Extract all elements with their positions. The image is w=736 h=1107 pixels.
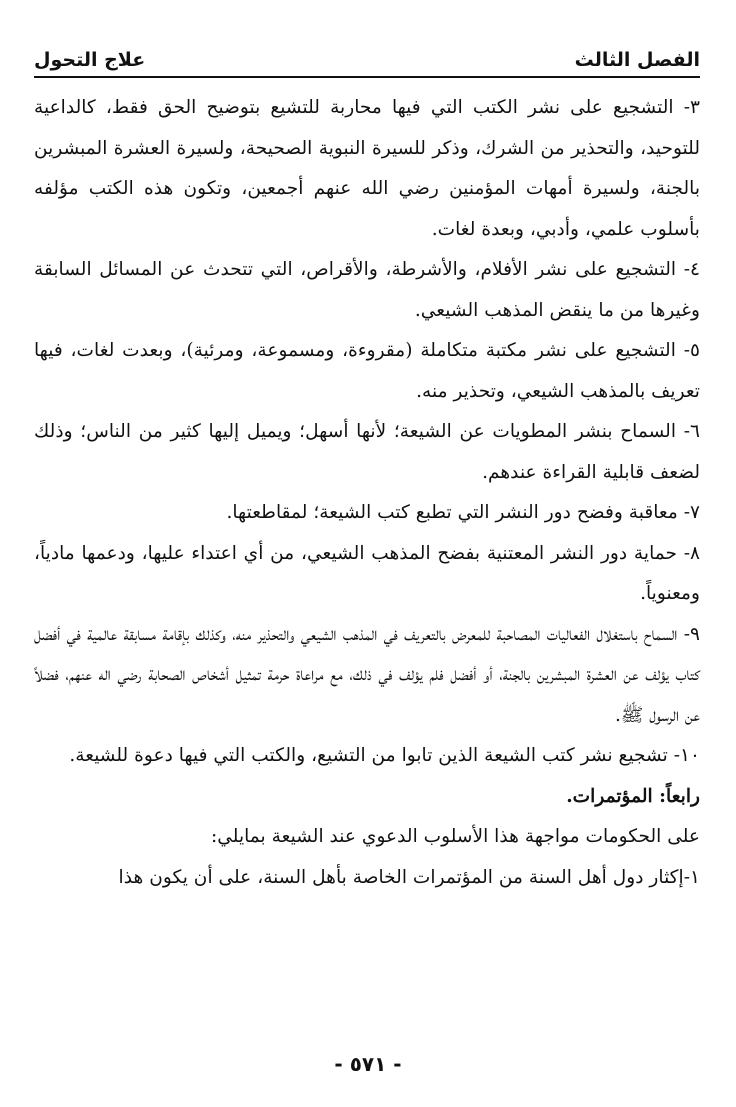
chapter-title: الفصل الثالث [574, 49, 700, 71]
paragraph-item-6: ٦- السماح بنشر المطويات عن الشيعة؛ لأنها أسهل؛ ويميل إليها كثير من الناس؛ وذلك لضعف قابلية القراءة عندهم. [34, 421, 700, 483]
page-header [34, 44, 700, 78]
page-body [34, 88, 700, 898]
paragraph-item-7: ٧- معاقبة وفضح دور النشر التي تطبع كتب الشيعة؛ لمقاطعتها. [226, 502, 700, 523]
book-title: علاج التحول [34, 49, 146, 71]
paragraph-conferences-1: ١-إكثار دول أهل السنة من المؤتمرات الخاصة بأهل السنة، على أن يكون هذا [118, 866, 700, 888]
paragraph-item-3: ٣- التشجيع على نشر الكتب التي فيها محاربة للتشيع بتوضيح الحق فقط، كالداعية للتوحيد، والتحذير من الشرك، وذكر للسيرة النبوية الصحيحة، ولسيرة العشرة المبشرين بالجنة، ولسيرة أمهات المؤمنين رضي الله عنهم أجمعين، وتكون هذه الكتب مؤلفه بأسلوب علمي، وأدبي، وبعدة لغات. [34, 97, 700, 240]
paragraph-item-4: ٤- التشجيع على نشر الأفلام، والأشرطة، والأقراص، التي تتحدث عن المسائل السابقة وغيرها من ما ينقض المذهب الشيعي. [34, 259, 700, 321]
section-heading: رابعاً: المؤتمرات. [566, 785, 700, 807]
paragraph-item-10: ١٠- تشجيع نشر كتب الشيعة الذين تابوا من التشيع، والكتب التي فيها دعوة للشيعة. [69, 745, 700, 766]
paragraph-item-8: ٨- حماية دور النشر المعتنية بفضح المذهب الشيعي، من أي اعتداء عليها، ودعمها مادياً، ومعنوياً. [34, 542, 700, 604]
paragraph-item-5: ٥- التشجيع على نشر مكتبة متكاملة (مقروءة، ومسموعة، ومرئية)، وبعدت لغات، فيها تعريف بالمذهب الشيعي، وتحذير منه. [34, 340, 700, 402]
paragraph-item-9: ٩- السماح باستغلال الفعاليات المصاحبة للمعرض بالتعريف في المذهب الشيعي والتحذير منه، وكذلك بإقامة مسابقة عالمية في أفضل كتاب يؤلف عن العشرة المبشرين بالجنة، أو أفضل فلم يؤلف في ذلك، مع مراعاة حرمة تمثيل أشخاص الصحابة رضي اله عنهم، فضلاً عن الرسول ﷺ. [34, 623, 700, 726]
section-intro: على الحكومات مواجهة هذا الأسلوب الدعوي عند الشيعة بمايلي: [211, 826, 700, 847]
page-number: - ٥٧١ - [334, 1052, 402, 1076]
